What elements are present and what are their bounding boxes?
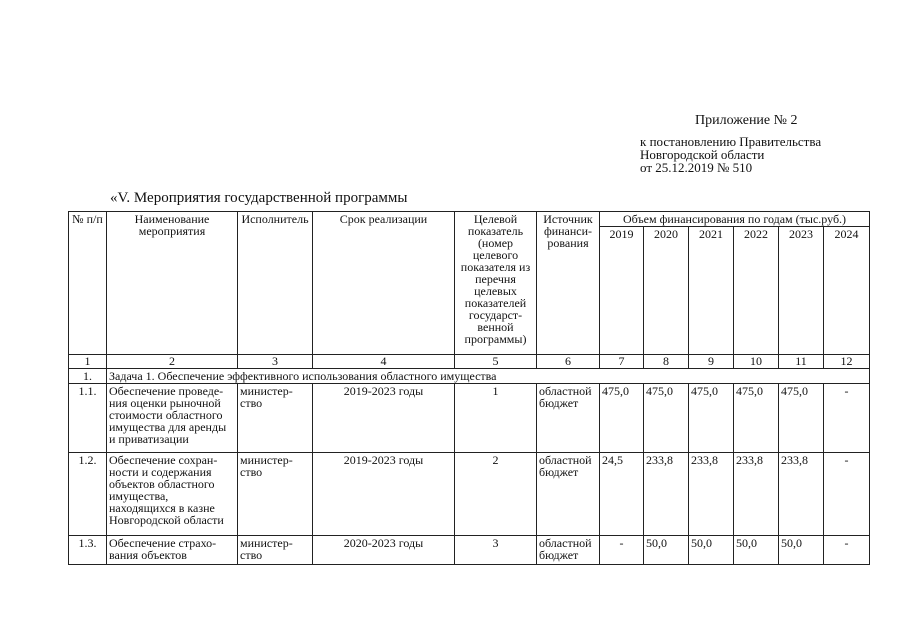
appendix-line-1: к постановлению Правительства (640, 134, 822, 149)
row-value-2023: 233,8 (779, 453, 824, 536)
row-executor: министер-ство (238, 384, 313, 453)
header-year: 2021 (689, 227, 734, 355)
column-number: 7 (600, 355, 644, 369)
row-name: Обеспечение страхо-вания объектов (107, 536, 238, 565)
appendix-block (640, 114, 880, 174)
row-value-2023: 50,0 (779, 536, 824, 565)
column-number: 8 (644, 355, 689, 369)
row-source: областной бюджет (537, 453, 600, 536)
row-value-2021: 233,8 (689, 453, 734, 536)
row-executor: министер-ство (238, 453, 313, 536)
appendix-line-2: Новгородской области (640, 147, 765, 162)
row-period: 2020-2023 годы (313, 536, 455, 565)
row-value-2021: 50,0 (689, 536, 734, 565)
column-number: 11 (779, 355, 824, 369)
table-row (69, 536, 870, 565)
row-value-2019: 475,0 (600, 384, 644, 453)
header-target: Целевой показатель (номер целевого показателя из перечня целевых показателей государст-венной программы) (455, 212, 537, 355)
section-title: «V. Мероприятия государственной программы (110, 190, 408, 206)
column-number: 5 (455, 355, 537, 369)
row-value-2020: 233,8 (644, 453, 689, 536)
row-value-2022: 233,8 (734, 453, 779, 536)
column-number: 9 (689, 355, 734, 369)
column-numbers-row (69, 355, 870, 369)
row-value-2019: 24,5 (600, 453, 644, 536)
header-year: 2023 (779, 227, 824, 355)
row-num: 1.1. (69, 384, 107, 453)
row-value-2022: 50,0 (734, 536, 779, 565)
row-num: 1.2. (69, 453, 107, 536)
header-name: Наименование мероприятия (107, 212, 238, 355)
row-value-2022: 475,0 (734, 384, 779, 453)
task-row (69, 369, 870, 384)
row-value-2024: - (824, 453, 870, 536)
row-source: областной бюджет (537, 384, 600, 453)
column-number: 4 (313, 355, 455, 369)
header-num: № п/п (69, 212, 107, 355)
column-number: 10 (734, 355, 779, 369)
row-target: 1 (455, 384, 537, 453)
header-year: 2019 (600, 227, 644, 355)
header-row (69, 212, 870, 227)
appendix-line-3: от 25.12.2019 № 510 (640, 160, 753, 175)
row-period: 2019-2023 годы (313, 453, 455, 536)
row-name: Обеспечение сохран-ности и содержания объектов областного имущества, находящихся в казне Новгородской области (107, 453, 238, 536)
row-target: 2 (455, 453, 537, 536)
column-number: 2 (107, 355, 238, 369)
header-source: Источник финанси-рования (537, 212, 600, 355)
row-value-2024: - (824, 384, 870, 453)
row-value-2020: 475,0 (644, 384, 689, 453)
row-source: областной бюджет (537, 536, 600, 565)
task-num: 1. (69, 369, 107, 384)
table-row (69, 384, 870, 453)
header-year: 2022 (734, 227, 779, 355)
header-year: 2020 (644, 227, 689, 355)
row-value-2024: - (824, 536, 870, 565)
row-name: Обеспечение проведе-ния оценки рыночной стоимости областного имущества для аренды и приватизации (107, 384, 238, 453)
header-executor: Исполнитель (238, 212, 313, 355)
row-value-2020: 50,0 (644, 536, 689, 565)
column-number: 3 (238, 355, 313, 369)
header-year: 2024 (824, 227, 870, 355)
header-period: Срок реализации (313, 212, 455, 355)
row-value-2023: 475,0 (779, 384, 824, 453)
table-row (69, 453, 870, 536)
row-value-2021: 475,0 (689, 384, 734, 453)
column-number: 1 (69, 355, 107, 369)
column-number: 6 (537, 355, 600, 369)
row-period: 2019-2023 годы (313, 384, 455, 453)
task-text: Задача 1. Обеспечение эффективного использования областного имущества (107, 369, 870, 384)
row-num: 1.3. (69, 536, 107, 565)
row-value-2019: - (600, 536, 644, 565)
row-executor: министер-ство (238, 536, 313, 565)
appendix-title: Приложение № 2 (695, 113, 798, 128)
program-table (68, 211, 870, 565)
row-target: 3 (455, 536, 537, 565)
header-funding: Объем финансирования по годам (тыс.руб.) (600, 212, 870, 227)
column-number: 12 (824, 355, 870, 369)
